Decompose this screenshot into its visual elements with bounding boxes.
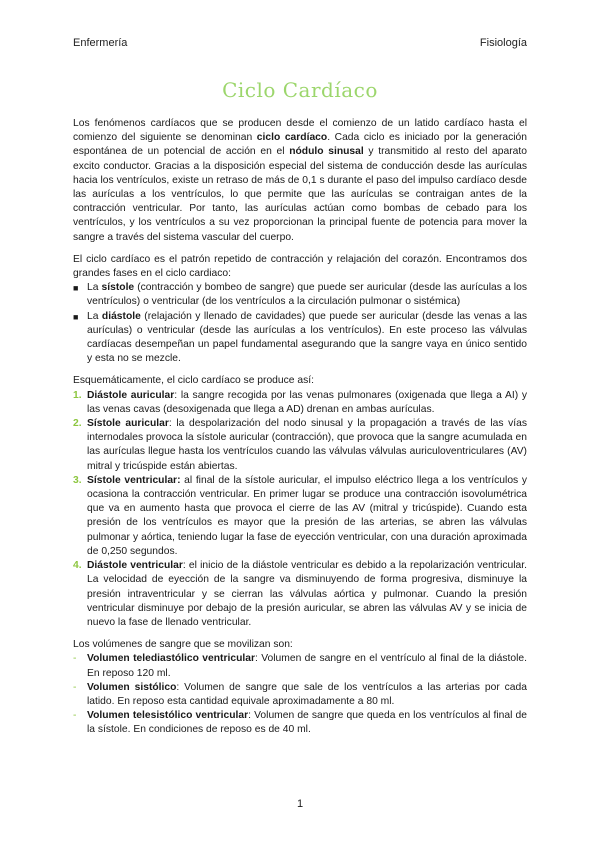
steps-list	[73, 389, 527, 630]
phase-pre: La	[87, 310, 102, 322]
page-title: Ciclo Cardíaco	[222, 78, 378, 102]
volumes-intro: Los volúmenes de sangre que se movilizan son:	[73, 639, 293, 651]
step-term: Sístole ventricular:	[87, 474, 181, 486]
step-number: 1.	[73, 389, 82, 401]
list-item	[73, 474, 527, 559]
header-left: Enfermería	[73, 37, 128, 49]
dash-bullet-icon: -	[73, 681, 77, 693]
list-item	[73, 681, 527, 709]
steps-intro: Esquemáticamente, el ciclo cardíaco se produce así:	[73, 375, 314, 387]
phase-term: diástole	[101, 310, 141, 322]
document-body	[73, 117, 527, 738]
list-item	[73, 310, 527, 367]
phase-text: (contracción y bombeo de sangre) que puede ser auricular (desde las aurículas a los ventrículos) o ventricular (de los ventrículos a la circulación pulmonar o sistémica)	[87, 282, 527, 308]
phase-text: (relajación y llenado de cavidades) que puede ser auricular (desde las venas a las aurículas) o ventricular (desde las aurículas a los ventrículos). En este proceso las válvulas cardíacas desempeñan un papel fundamental asegurando que la sangre vaya en único sentido y esta no se mezcle.	[87, 310, 527, 365]
page-number: 1	[296, 798, 304, 810]
phase-term: sístole	[101, 282, 135, 294]
intro-text-a: Los fenómenos cardíacos que se producen desde el comienzo de un latido cardíaco hasta el comienzo del siguiente se denominan	[73, 118, 527, 144]
phases-intro: El ciclo cardíaco es el patrón repetido de contracción y relajación del corazón. Encontramos dos grandes fases en el ciclo cardiaco:	[73, 253, 527, 280]
list-item	[73, 559, 527, 630]
list-item	[73, 281, 527, 309]
intro-bold-nodulo: nódulo sinusal	[289, 146, 364, 158]
volume-text: : Volumen de sangre que queda en los ventrículos al final de la sístole. En condiciones de reposo es de 40 ml.	[87, 710, 527, 736]
step-term: Diástole ventricular	[87, 560, 183, 572]
step-number: 4.	[73, 560, 82, 572]
step-text: al final de la sístole auricular, el impulso eléctrico llega a los ventrículos y ocasiona la contracción ventricular. En primer lugar se produce una contracción isovolumétrica que va en aumento hasta que provoca el cierre de las AV (mitral y tricúspide). Cuando esta presión de los ventrículos es mayor que la presión de las arterias, se abren las válvulas pulmonar y aórtica, teniendo lugar la fase de eyección ventricular, con una duración aproximada de 0,250 segundos.	[87, 474, 527, 557]
intro-text-c: . Cada ciclo es iniciado por la generación espontánea de un potencial de acción en el	[73, 132, 527, 158]
square-bullet-icon: ■	[73, 311, 79, 322]
list-item	[73, 652, 527, 680]
phases-list	[73, 281, 527, 366]
intro-paragraph	[73, 117, 527, 245]
volume-term: Volumen telediastólico ventricular	[87, 653, 255, 665]
list-item	[73, 709, 527, 737]
step-term: Sístole auricular	[87, 418, 169, 430]
intro-text-d: y transmitido al resto del aparato excito conductor. Gracias a la disposición especial del sistema de conducción desde las aurículas hacia los ventrículos, existe un retraso de más de 0,1 s durante el paso del impulso cardíaco desde las aurículas a los ventrículos, lo que permite que las aurículas se contraigan antes de la contracción ventricular. Por tanto, las aurículas actúan como bombas de cebado para los ventrículos, y los ventrículos a su vez proporcionan la principal fuente de potencia para mover la sangre a través del sistema vascular del cuerpo.	[73, 146, 527, 243]
step-term: Diástole auricular	[87, 389, 175, 401]
volume-text: : Volumen de sangre que sale de los ventrículos a las arterias por cada latido. En reposo esta cantidad equivale aproximadamente a 80 ml.	[87, 681, 527, 707]
volume-term: Volumen sistólico	[87, 681, 177, 693]
volume-text: : Volumen de sangre en el ventrículo al final de la diástole. En reposo 120 ml.	[87, 653, 527, 679]
dash-bullet-icon: -	[73, 653, 77, 665]
square-bullet-icon: ■	[73, 283, 79, 294]
list-item	[73, 417, 527, 474]
volume-term: Volumen telesistólico ventricular	[87, 710, 249, 722]
step-text: : la despolarización del nodo sinusal y la propagación a través de las vías internodales provoca la sístole auricular (contracción), que provoca que la sangre acumulada en las aurículas llegue hasta los ventrículos cuando las válvulas válvulas auriculoventriculares (AV) mitral y tricúspide están abiertas.	[87, 418, 527, 472]
volumes-list	[73, 652, 527, 737]
intro-bold-ciclo: ciclo cardíaco	[256, 132, 328, 144]
step-number: 3.	[73, 474, 82, 486]
list-item	[73, 389, 527, 417]
step-text: : el inicio de la diástole ventricular es debido a la repolarización ventricular. La velocidad de eyección de la sangre va disminuyendo de forma progresiva, disminuye la presión intraventricular y se cierran las válvulas aórtica y pulmonar. Cuando la presión ventricular disminuye por debajo de la presión auricular, se abren las válvulas AV y se inicia de nuevo la fase de llenado ventricular.	[87, 560, 527, 628]
step-text: : la sangre recogida por las venas pulmonares (oxigenada que llega a AI) y las venas cavas (desoxigenada que llega a AD) drenan en ambas aurículas.	[87, 389, 527, 415]
phase-pre: La	[87, 282, 102, 294]
dash-bullet-icon: -	[73, 710, 77, 722]
header-right: Fisiología	[479, 37, 527, 49]
step-number: 2.	[73, 418, 82, 430]
